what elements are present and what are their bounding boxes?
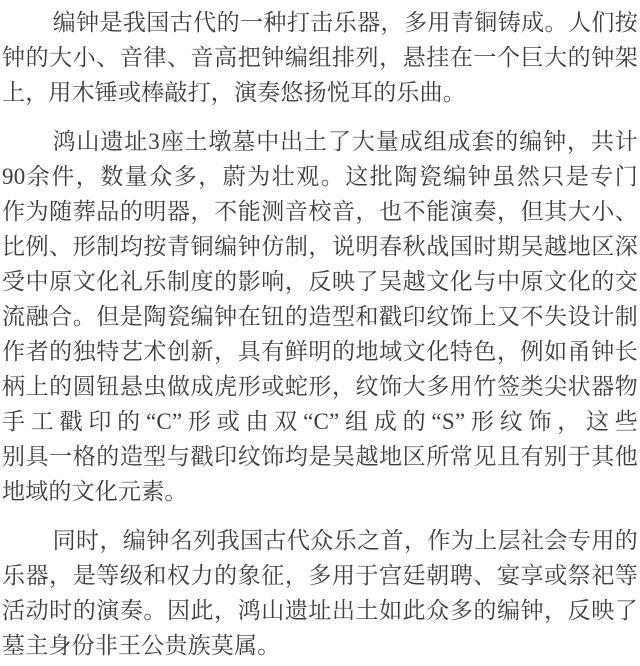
text-line: 鸿山遗址3座土墩墓中出土了大量成组成套的编钟，共计: [52, 129, 638, 154]
text-line: 同时，编钟名列我国古代众乐之首，作为上层社会专用的: [52, 528, 638, 553]
text-line: 作为随葬品的明器，不能测音校音，也不能演奏，但其大小、: [2, 199, 638, 224]
text-line: 流融合。但是陶瓷编钟在钮的造型和戳印纹饰上又不失设计制: [2, 304, 638, 329]
text-line: 地域的文化元素。: [2, 479, 188, 504]
text-line: 上，用木锤或棒敲打，演奏悠扬悦耳的乐曲。: [2, 80, 466, 105]
text-line: 比例、形制均按青铜编钟仿制，说明春秋战国时期吴越地区深: [2, 234, 638, 259]
text-line: 手工戳印的“C”形或由双“C”组成的“S”形纹饰，这些: [2, 409, 638, 434]
text-line: 别具一格的造型与戳印纹饰均是吴越地区所常见且有别于其他: [2, 444, 638, 469]
paragraph-intro: [2, 5, 638, 110]
text-line: 钟的大小、音律、音高把钟编组排列，悬挂在一个巨大的钟架: [2, 45, 638, 70]
text-line: 90余件，数量众多，蔚为壮观。这批陶瓷编钟虽然只是专门: [2, 164, 638, 189]
text-line: 编钟是我国古代的一种打击乐器，多用青铜铸成。人们按: [52, 10, 638, 35]
text-line: 受中原文化礼乐制度的影响，反映了吴越文化与中原文化的交: [2, 269, 638, 294]
text-line: 作者的独特艺术创新，具有鲜明的地域文化特色，例如甬钟长: [2, 339, 638, 364]
text-line: 活动时的演奏。因此，鸿山遗址出土如此众多的编钟，反映了: [2, 598, 638, 623]
text-line: 墓主身份非王公贵族莫属。: [2, 633, 281, 658]
paragraph-excavation: [2, 124, 638, 509]
paragraph-conclusion: [2, 523, 638, 663]
text-line: 乐器，是等级和权力的象征，多用于宫廷朝聘、宴享或祭祀等: [2, 563, 638, 588]
text-line: 柄上的圆钮悬虫做成虎形或蛇形，纹饰大多用竹签类尖状器物: [2, 374, 638, 399]
